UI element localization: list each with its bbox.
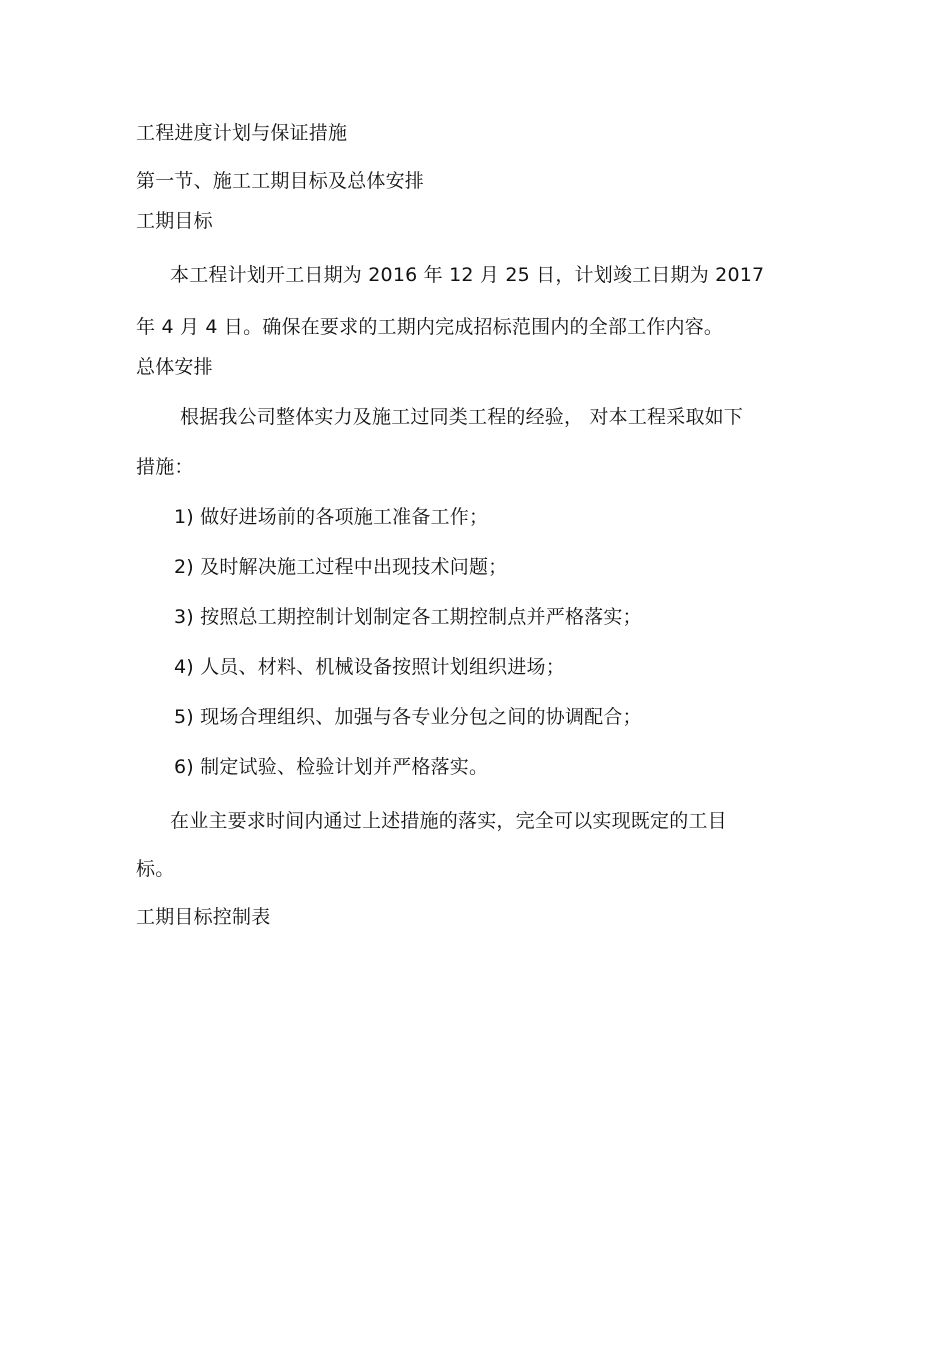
section-title: 第一节、施工工期目标及总体安排 (136, 170, 425, 192)
conclusion-line-2: 标。 (136, 858, 175, 880)
measure-item-5: 5) 现场合理组织、加强与各专业分包之间的协调配合； (174, 706, 642, 728)
measure-item-2: 2) 及时解决施工过程中出现技术问题； (174, 556, 508, 578)
measure-item-4: 4) 人员、材料、机械设备按照计划组织进场； (174, 656, 565, 678)
arrangement-heading: 总体安排 (136, 356, 213, 378)
conclusion-line-1: 在业主要求时间内通过上述措施的落实，完全可以实现既定的工目 (170, 810, 727, 832)
arrangement-paragraph-line-1: 根据我公司整体实力及施工过同类工程的经验， 对本工程采取如下 (180, 406, 744, 428)
goal-paragraph-line-1: 本工程计划开工日期为 2016 年 12 月 25 日，计划竣工日期为 2017 (170, 264, 765, 286)
table-heading: 工期目标控制表 (136, 906, 271, 928)
goal-heading: 工期目标 (136, 210, 213, 232)
document-title: 工程进度计划与保证措施 (136, 122, 348, 144)
measure-item-6: 6) 制定试验、检验计划并严格落实。 (174, 756, 489, 778)
measure-item-3: 3) 按照总工期控制计划制定各工期控制点并严格落实； (174, 606, 642, 628)
measure-item-1: 1) 做好进场前的各项施工准备工作； (174, 506, 489, 528)
goal-paragraph-line-2: 年 4 月 4 日。确保在要求的工期内完成招标范围内的全部工作内容。 (136, 316, 724, 338)
arrangement-paragraph-line-2: 措施： (136, 456, 194, 478)
